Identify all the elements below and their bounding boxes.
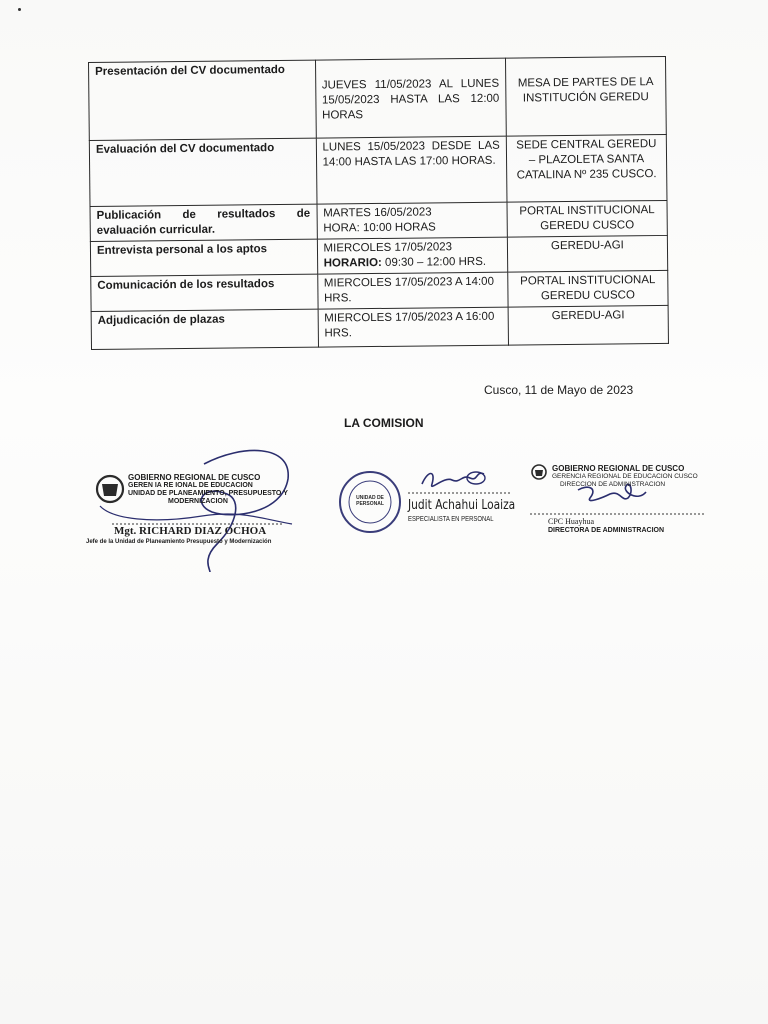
commission-title: LA COMISION <box>344 416 424 430</box>
signature-block-middle <box>336 462 516 542</box>
place-cell: SEDE CENTRAL GEREDU – PLAZOLETA SANTA CATALINA Nº 235 CUSCO. <box>506 134 667 202</box>
table-row <box>90 235 667 276</box>
place-cell: PORTAL INSTITUCIONAL GEREDU CUSCO <box>507 200 667 237</box>
date-cell: MARTES 16/05/2023 HORA: 10:00 HORAS <box>317 202 508 239</box>
activity-cell: Evaluación del CV documentado <box>89 138 316 206</box>
place-cell: GEREDU-AGI <box>508 305 669 345</box>
activity-cell: Presentación del CV documentado <box>89 60 316 140</box>
table-row <box>91 270 668 311</box>
date-cell: JUEVES 11/05/2023 AL LUNES 15/05/2023 HASTA LAS 12:00 HORAS <box>315 58 506 138</box>
left-seal-text: GOBIERNO REGIONAL DE CUSCO GEREN IA RE IONAL DE EDUCACION UNIDAD DE PLANEAMIENTO, PRESUPUESTO Y MODERNIZACION <box>128 473 288 505</box>
right-signer-name: CPC Huayhua <box>548 517 594 526</box>
place-cell: GEREDU-AGI <box>507 235 667 272</box>
middle-signer-role: ESPECIALISTA EN PERSONAL <box>408 516 494 523</box>
table-row <box>89 56 667 140</box>
activity-cell: Adjudicación de plazas <box>91 309 318 349</box>
table-row <box>91 305 668 349</box>
place-and-date: Cusco, 11 de Mayo de 2023 <box>484 383 634 397</box>
regional-emblem-icon <box>97 476 123 502</box>
activity-cell: Comunicación de los resultados <box>91 274 318 311</box>
scan-speck <box>18 8 21 11</box>
place-cell: MESA DE PARTES DE LA INSTITUCIÓN GEREDU <box>505 56 666 136</box>
date-cell: MIERCOLES 17/05/2023 HORARIO: 09:30 – 12:00 HRS. <box>317 237 508 274</box>
activity-cell: Publicación de resultados de evaluación curricular. <box>90 204 317 241</box>
place-cell: PORTAL INSTITUCIONAL GEREDU CUSCO <box>508 270 668 307</box>
right-signer-role: DIRECTORA DE ADMINISTRACION <box>548 527 665 534</box>
table-row <box>90 200 667 241</box>
personnel-stamp-label: UNIDAD DE PERSONAL <box>356 495 384 507</box>
middle-signer-name: Judit Achahui Loaiza <box>408 498 516 513</box>
date-cell: MIERCOLES 17/05/2023 A 14:00 HRS. <box>317 272 508 309</box>
signature-block-right <box>528 462 708 542</box>
schedule-table <box>88 56 669 350</box>
left-signer-name: Mgt. RICHARD DIAZ OCHOA <box>114 525 267 537</box>
signature-block-left <box>86 424 302 574</box>
date-cell: LUNES 15/05/2023 DESDE LAS 14:00 HASTA LAS 17:00 HORAS. <box>316 136 507 204</box>
date-cell: MIERCOLES 17/05/2023 A 16:00 HRS. <box>318 307 509 347</box>
left-signer-role: Jefe de la Unidad de Planeamiento Presupuesto y Modernización <box>86 539 272 545</box>
regional-emblem-icon <box>532 465 546 479</box>
table-row <box>89 134 667 206</box>
activity-cell: Entrevista personal a los aptos <box>90 239 317 276</box>
right-seal-text: GOBIERNO REGIONAL DE CUSCO GERENCIA REGIONAL DE EDUCACION CUSCO DIRECCION DE ADMINISTRACION <box>552 464 698 488</box>
